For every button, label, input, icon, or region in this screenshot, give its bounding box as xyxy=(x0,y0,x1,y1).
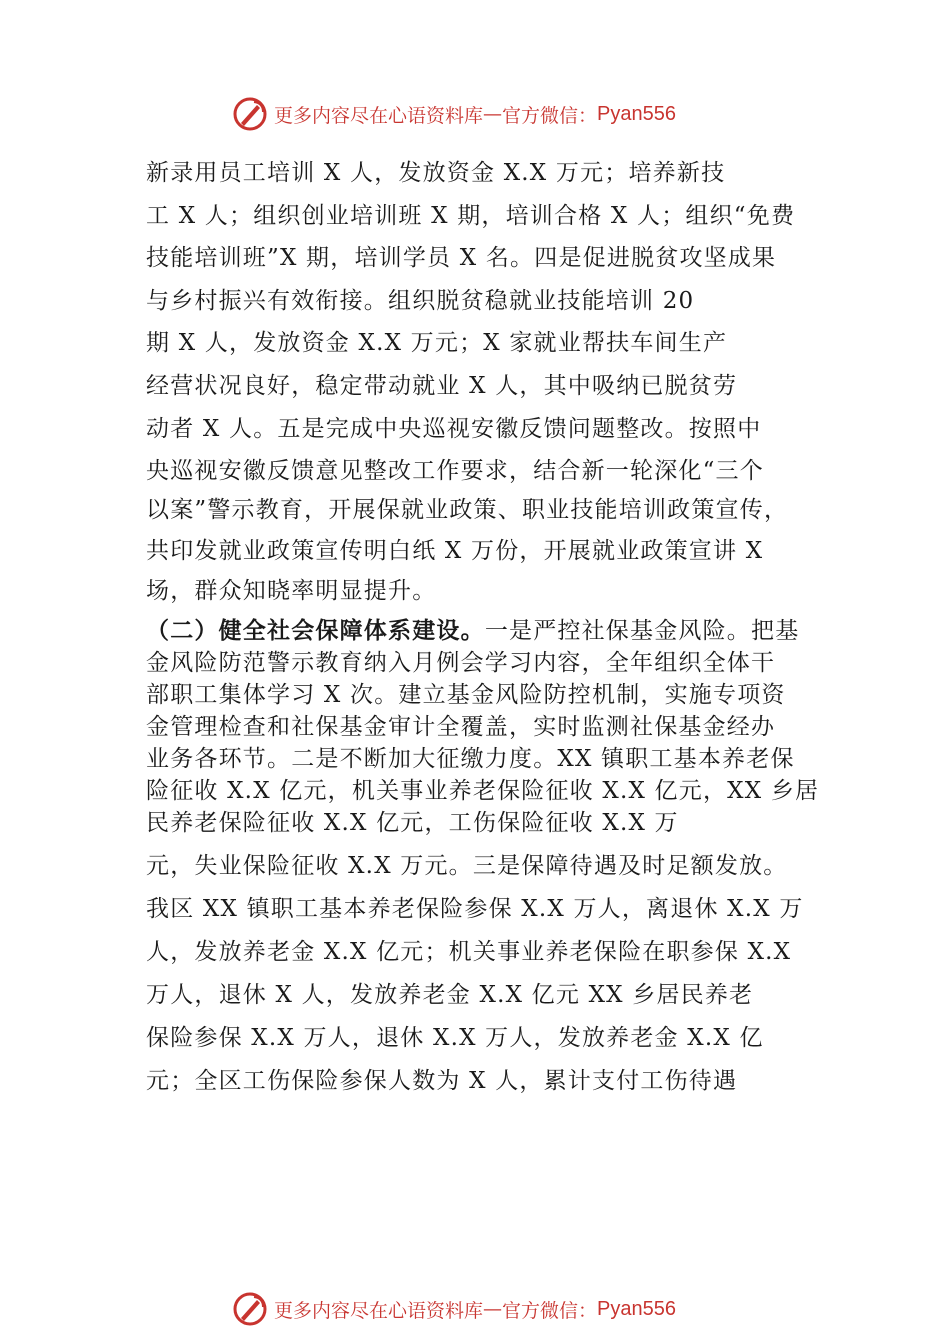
text-line: 经营状况良好，稳定带动就业 X 人，其中吸纳已脱贫劳 xyxy=(146,373,738,399)
text-line: 保险参保 X.X 万人，退休 X.X 万人，发放养老金 X.X 亿 xyxy=(146,1025,764,1051)
text-line: 业务各环节。二是不断加大征缴力度。XX 镇职工基本养老保 xyxy=(146,746,795,772)
watermark-site-name: 更多内容尽在心语资料库 xyxy=(274,104,484,127)
watermark-separator: — xyxy=(483,103,503,125)
section-2-first-line-text: 一是严控社保基金风险。把基 xyxy=(484,618,800,644)
watermark-contact-id: Pyan556 xyxy=(597,102,676,125)
section-2-heading: （二）健全社会保障体系建设。 xyxy=(146,617,485,644)
text-line: 部职工集体学习 X 次。建立基金风险防控机制，实施专项资 xyxy=(146,682,786,708)
watermark-contact-id: Pyan556 xyxy=(597,1297,676,1320)
section-2-first-line xyxy=(146,612,799,645)
text-line: 央巡视安徽反馈意见整改工作要求，结合新一轮深化“三个 xyxy=(146,458,764,484)
header-watermark xyxy=(232,94,676,134)
text-line: 金管理检查和社保基金审计全覆盖，实时监测社保基金经办 xyxy=(146,714,776,740)
text-line: 工 X 人；组织创业培训班 X 期，培训合格 X 人；组织“免费 xyxy=(146,203,796,229)
text-line: 动者 X 人。五是完成中央巡视安徽反馈问题整改。按照中 xyxy=(146,416,762,442)
brand-logo-icon xyxy=(232,1291,268,1327)
footer-watermark xyxy=(232,1289,676,1329)
watermark-contact-label: 官方微信： xyxy=(502,1299,598,1322)
text-line: 万人，退休 X 人，发放养老金 X.X 亿元 XX 乡居民养老 xyxy=(146,982,754,1008)
text-line: 金风险防范警示教育纳入月例会学习内容，全年组织全体干 xyxy=(146,650,776,676)
text-line: 技能培训班”X 期，培训学员 X 名。四是促进脱贫攻坚成果 xyxy=(146,245,777,271)
text-line: 元，失业保险征收 X.X 万元。三是保障待遇及时足额发放。 xyxy=(146,853,788,879)
text-line: 以案”警示教育，开展保就业政策、职业技能培训政策宣传， xyxy=(146,497,789,523)
text-line: 险征收 X.X 亿元，机关事业养老保险征收 X.X 亿元，XX 乡居 xyxy=(146,778,820,804)
text-line: 期 X 人，发放资金 X.X 万元；X 家就业帮扶车间生产 xyxy=(146,330,728,356)
text-line: 元；全区工伤保险参保人数为 X 人，累计支付工伤待遇 xyxy=(146,1068,738,1094)
watermark-separator: — xyxy=(483,1298,503,1320)
brand-logo-icon xyxy=(232,96,268,132)
watermark-site-name: 更多内容尽在心语资料库 xyxy=(274,1299,484,1322)
watermark-contact-label: 官方微信： xyxy=(502,104,598,127)
text-line: 我区 XX 镇职工基本养老保险参保 X.X 万人，离退休 X.X 万 xyxy=(146,896,804,922)
text-line: 新录用员工培训 X 人，发放资金 X.X 万元；培养新技 xyxy=(146,160,726,186)
text-line: 场，群众知晓率明显提升。 xyxy=(146,578,437,604)
text-line: 共印发就业政策宣传明白纸 X 万份，开展就业政策宣讲 X xyxy=(146,538,764,564)
text-line: 人，发放养老金 X.X 亿元；机关事业养老保险在职参保 X.X xyxy=(146,939,792,965)
text-line: 与乡村振兴有效衔接。组织脱贫稳就业技能培训 20 xyxy=(146,288,695,314)
text-line: 民养老保险征收 X.X 亿元，工伤保险征收 X.X 万 xyxy=(146,810,679,836)
